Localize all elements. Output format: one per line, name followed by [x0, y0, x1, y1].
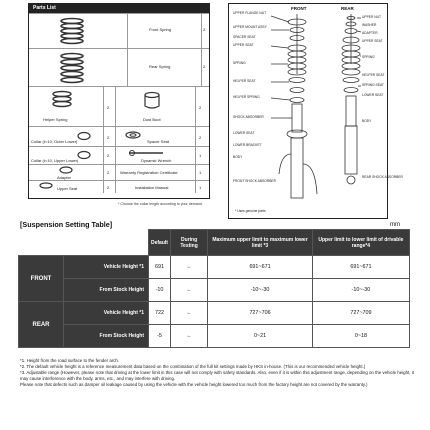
- cell-max-range: 727~706: [208, 302, 313, 325]
- cell-default: 691: [149, 256, 171, 279]
- part-label: Front Spring: [149, 27, 172, 32]
- diagram-label: SPRING: [362, 55, 375, 59]
- cell-default: -10: [149, 279, 171, 302]
- helper-spring-image: [51, 90, 73, 110]
- parts-row-collar-wrench: [29, 146, 209, 165]
- part-label: Warranty Registration Certificate: [120, 170, 178, 175]
- group-front: FRONT: [19, 256, 64, 302]
- row-label: Vehicle Height *1: [64, 302, 149, 325]
- part-label: Adapter: [57, 175, 72, 180]
- dust-boot-image: [141, 91, 163, 111]
- note-3: *3. Adjustable range (However, please note that driving at the lower limit in this case will not comply with safety standards. Also, even if it is within this adjustment range, depending on the vehicle height, it may cause interference with the body, arms, etc., and may interfere with driving.: [20, 370, 414, 382]
- part-qty: 2: [107, 135, 110, 140]
- wrench-icon: [127, 149, 167, 157]
- diagram-label: HELPER SEAT: [362, 73, 385, 77]
- header-default: Default: [149, 230, 171, 256]
- parts-list-title: Parts List: [29, 4, 209, 13]
- part-qty: 1: [199, 185, 202, 190]
- diagram-label: LOWER BRACKET: [233, 143, 262, 147]
- diagram-label: SHOCK ABSORBER: [233, 115, 264, 119]
- diagram-label: UPPER SEAT: [362, 39, 383, 43]
- parts-row-upperseat-manual: [29, 180, 209, 193]
- part-label: Dust Boot: [143, 117, 161, 122]
- row-label: Vehicle Height *1: [64, 256, 149, 279]
- collar-image: [77, 150, 91, 160]
- diagram-label: SPRING SEAT: [362, 83, 384, 87]
- diagram-label: WASHER: [362, 23, 377, 27]
- cell-testing: ←: [170, 279, 207, 302]
- diagram-label: LOWER SEAT: [233, 131, 255, 135]
- diagram-label: LOWER SEAT: [362, 93, 384, 97]
- part-label: Helper Spring: [43, 117, 68, 122]
- part-label: Spacer Seat: [147, 139, 170, 144]
- cell-drivable: -10~-30: [312, 279, 409, 302]
- diagram-label: UPPER MOUNT ASSY: [233, 25, 267, 29]
- front-spring-image: [59, 17, 85, 47]
- adapter-image: [59, 166, 73, 174]
- part-label: Dynamic Wrench: [141, 158, 172, 163]
- rear-title: REAR: [341, 6, 354, 11]
- table-title: [Suspension Setting Table]: [20, 220, 113, 229]
- header-max-range: Maximum upper limit to maximum lower limit *3: [208, 230, 313, 256]
- diagram-label: UPPER NUT: [362, 15, 382, 19]
- part-qty: 2: [107, 153, 110, 158]
- header-drivable: Upper limit to lower limit of drivable range*4: [312, 230, 409, 256]
- parts-row-adapter-warranty: [29, 164, 209, 181]
- parts-row-helper-dust: [29, 86, 209, 127]
- part-qty: 1: [199, 170, 202, 175]
- parts-row-collar-spacer: [29, 126, 209, 147]
- part-qty: 2: [203, 27, 206, 32]
- parts-row-front-spring: [29, 13, 209, 49]
- part-qty: 2: [107, 170, 110, 175]
- part-label: Rear Spring: [149, 64, 171, 69]
- part-qty: 2: [107, 105, 110, 110]
- part-qty: 2: [199, 135, 202, 140]
- cell-testing: ←: [170, 256, 207, 279]
- table-row: [19, 256, 410, 279]
- rear-spring-image: [59, 52, 85, 84]
- table-unit: mm: [390, 222, 400, 228]
- diagram-label: SPRING: [233, 61, 246, 65]
- exploded-diagram: [228, 3, 403, 219]
- cell-testing: ←: [170, 325, 207, 348]
- diagram-footnote: * Uses genuine parts: [235, 209, 266, 213]
- notes: [20, 358, 415, 388]
- cell-max-range: 691~671: [208, 256, 313, 279]
- table-row: [19, 279, 410, 302]
- row-label: From Stock Height: [64, 325, 149, 348]
- collar-image: [77, 131, 91, 141]
- note-4: Please note that defects such as damper oil leakage caused by using the vehicle with the vehicle height lowered too much from the factory height are not covered by the warranty.): [20, 382, 368, 388]
- part-qty: 1: [199, 153, 202, 158]
- diagram-label: ADAPTER: [362, 31, 378, 35]
- part-qty: 2: [203, 64, 206, 69]
- note-1: *1. Height from the road surface to the fender arch.: [20, 358, 120, 363]
- parts-row-rear-spring: [29, 48, 209, 87]
- cell-drivable: 727~709: [312, 302, 409, 325]
- diagram-label: HELPER SPRING: [233, 95, 260, 99]
- cell-default: 722: [149, 302, 171, 325]
- cell-max-range: 0~21: [208, 325, 313, 348]
- parts-list-note: * Choose the collar length according to your demand.: [118, 202, 203, 206]
- part-qty: 2: [107, 185, 110, 190]
- cell-max-range: -10~-30: [208, 279, 313, 302]
- part-label: Installation Manual: [135, 185, 169, 190]
- suspension-setting-table: [18, 229, 410, 348]
- group-rear: REAR: [19, 302, 64, 348]
- note-2: *2. The default vehicle height is a reference measurement data based on the combination of the full kit settings made by HKS in-house. (This is our recommended vehicle height.): [20, 364, 366, 370]
- parts-list: [28, 3, 210, 199]
- diagram-label: SPACER SEAT: [233, 35, 256, 39]
- front-title: FRONT: [291, 6, 307, 11]
- diagram-label: FRONT SHOCK ABSORBER: [233, 179, 276, 183]
- part-label: Collar (t=10, Upper Lower): [31, 158, 79, 163]
- part-qty: 2: [199, 105, 202, 110]
- upper-seat-image: [39, 182, 53, 189]
- header-testing: During Testing: [170, 230, 207, 256]
- cell-drivable: 0~18: [312, 325, 409, 348]
- diagram-label: UPPER SEAT: [233, 43, 254, 47]
- diagram-label: UPPER FLANGE NUT: [233, 11, 267, 15]
- diagram-label: REAR SHOCK ABSORBER: [362, 175, 403, 179]
- diagram-label: HELPER SEAT: [233, 79, 256, 83]
- cell-drivable: 691~671: [312, 256, 409, 279]
- table-row: [19, 302, 410, 325]
- diagram-label: BODY: [362, 119, 372, 123]
- part-label: Collar (t=10, Outer Lower): [31, 139, 78, 144]
- row-label: From Stock Height: [64, 279, 149, 302]
- table-row: [19, 325, 410, 348]
- part-label: Upper Seat: [57, 186, 78, 191]
- spacer-seat-image: [125, 130, 141, 140]
- cell-default: -5: [149, 325, 171, 348]
- cell-testing: ←: [170, 302, 207, 325]
- diagram-label: BODY: [233, 155, 243, 159]
